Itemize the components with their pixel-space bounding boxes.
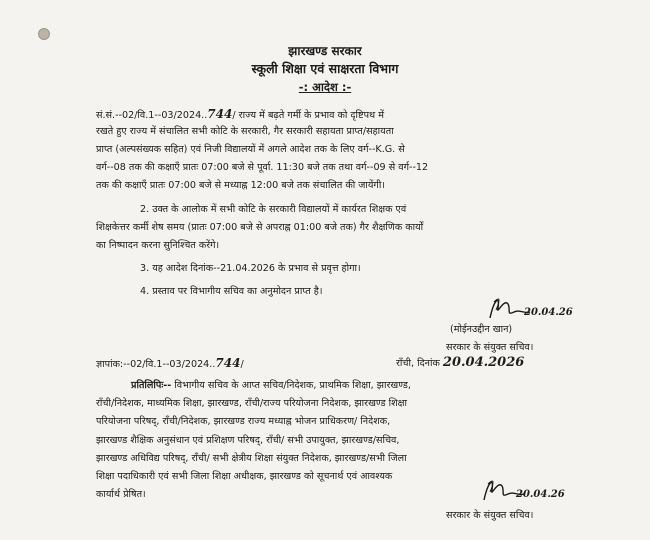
memo-place-date-label: राँची, दिनांक <box>396 358 440 369</box>
copy-line-1 <box>131 381 411 391</box>
copy-line-7: कार्यार्थ प्रेषित। <box>96 489 146 500</box>
copy-line-1-text: विभागीय सचिव के आप्त सचिव/निदेशक, प्राथमिक शिक्षा, झारखण्ड, <box>174 380 411 391</box>
order-number-handwritten: 744 <box>207 107 233 121</box>
department-heading: स्कूली शिक्षा एवं साक्षरता विभाग <box>251 61 399 76</box>
para1-line-1: राज्य में बढ़ते गर्मी के प्रभाव को दृष्टिपथ में <box>238 110 384 121</box>
copy-label: प्रतिलिपिः-- <box>131 380 172 391</box>
para2-line-3: का निष्पादन करना सुनिश्चित करेंगे। <box>96 240 220 251</box>
order-ref-line <box>96 108 384 121</box>
memo-number-handwritten: 744 <box>215 356 241 370</box>
memo-place-date <box>396 356 524 369</box>
government-heading: झारखण्ड सरकार <box>288 44 362 58</box>
para1-line-3: प्राप्त (अल्पसंख्यक सहित) एवं निजी विद्यालयों में अगले आदेश तक के लिए वर्ग--K.G. से <box>96 144 405 155</box>
para2-line-2: शिक्षकेत्तर कर्मी शेष समय (प्रातः 07:00 बजे से अपराह्न 01:00 बजे तक) गैर शैक्षणिक कार्यों <box>96 222 424 233</box>
signature-2-date: 20.04.26 <box>516 489 565 500</box>
para2-line-1: 2. उक्त के आलोक में सभी कोटि के सरकारी विद्यालयों में कार्यरत शिक्षक एवं <box>140 204 407 215</box>
para1-line-2: रखते हुए राज्य में संचालित सभी कोटि के सरकारी, गैर सरकारी सहायता प्राप्त/सहायता <box>96 126 394 137</box>
punch-hole <box>38 28 50 40</box>
memo-date-handwritten: 20.04.2026 <box>442 355 525 370</box>
copy-line-3: परियोजना परिषद्, राँची/निदेशक, झारखण्ड राज्य मध्याह्न भोजन प्राधिकरण/ निदेशक, <box>96 416 391 427</box>
signature-1-date: 20.04.26 <box>524 307 573 318</box>
signatory-designation-1: सरकार के संयुक्त सचिव। <box>446 342 534 353</box>
copy-line-4: झारखण्ड शैक्षिक अनुसंधान एवं प्रशिक्षण परिषद्, राँची/ सभी उपायुक्त, झारखण्ड/सचिव, <box>96 435 400 446</box>
signatory-name: (मोईनउद्दीन खान) <box>450 324 513 335</box>
para4: 4. प्रस्ताव पर विभागीय सचिव का अनुमोदन प्राप्त है। <box>140 286 323 297</box>
order-title-text: -: आदेश :- <box>298 80 352 94</box>
para3: 3. यह आदेश दिनांक--21.04.2026 के प्रभाव से प्रवृत्त होगा। <box>140 263 361 274</box>
copy-line-5: झारखण्ड अधिविद्य परिषद्, राँची/ सभी क्षेत्रीय शिक्षा संयुक्त निदेशक, झारखण्ड/सभी जिला <box>96 453 407 464</box>
signatory-designation-2: सरकार के संयुक्त सचिव। <box>446 510 534 521</box>
copy-line-6: शिक्षा पदाधिकारी एवं सभी जिला शिक्षा अधीक्षक, झारखण्ड को सूचनार्थ एवं आवश्यक <box>96 471 393 482</box>
order-ref-suffix: / <box>232 110 236 121</box>
order-title <box>0 80 650 95</box>
para1-line-4: वर्ग--08 तक की कक्षाएँ प्रातः 07:00 बजे से पूर्वा. 11:30 बजे तक तथा वर्ग--09 से वर्ग--12 <box>96 162 429 173</box>
memo-line <box>96 357 244 370</box>
memo-prefix: ज्ञापांक:--02/वि.1--03/2024.. <box>96 359 216 370</box>
memo-suffix: / <box>240 359 244 370</box>
para1-line-5: तक की कक्षाएँ प्रातः 07:00 बजे से मध्याह्न 12:00 बजे तक संचालित की जायेंगी। <box>96 180 385 191</box>
copy-line-2: राँची/निदेशक, माध्यमिक शिक्षा, झारखण्ड, राँची/राज्य परियोजना निदेशक, झारखण्ड शिक्षा <box>96 398 408 409</box>
order-ref-prefix: सं.सं.--02/वि.1--03/2024.. <box>96 110 208 121</box>
